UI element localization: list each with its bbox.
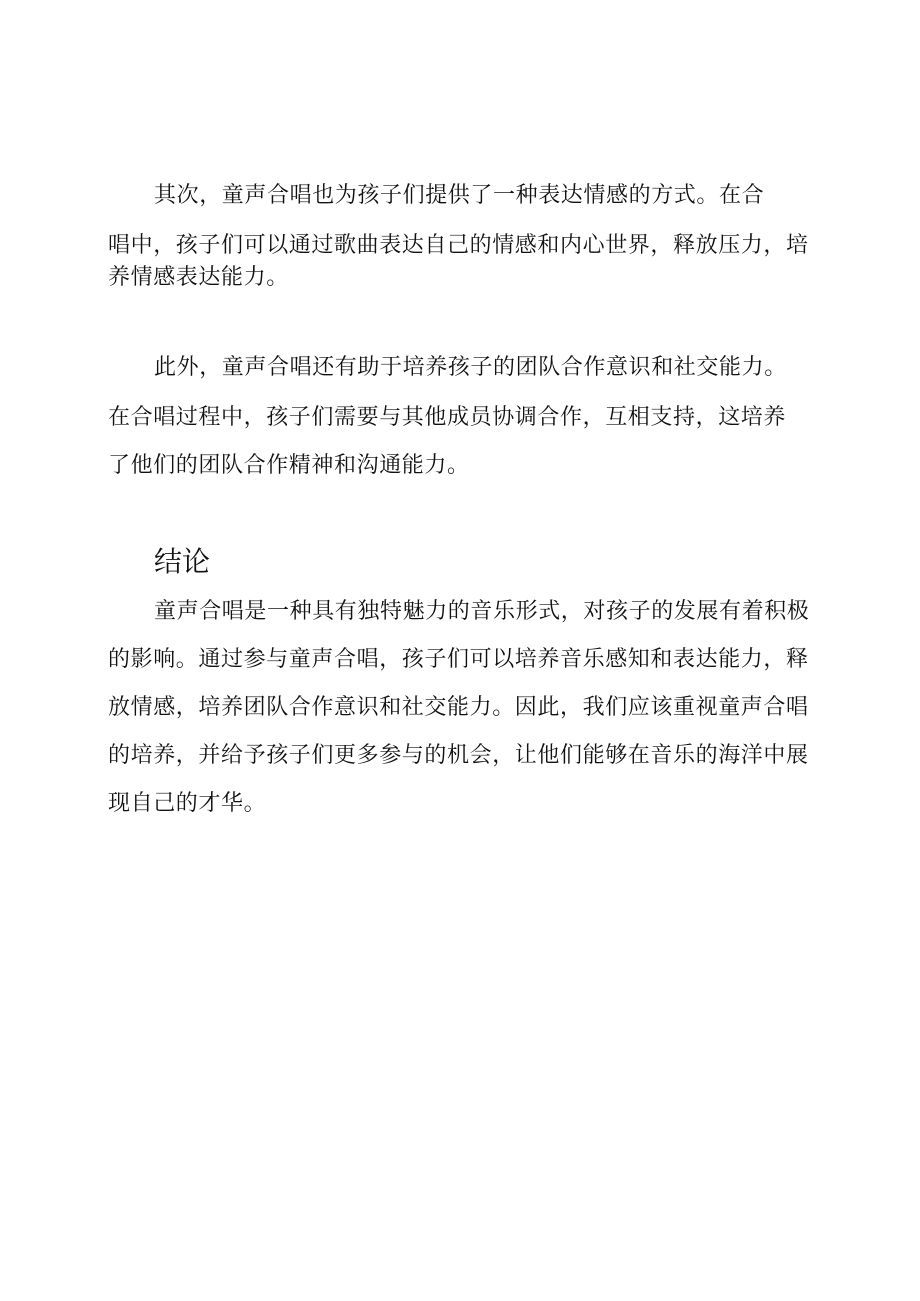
conclusion-line-2: 的影响。通过参与童声合唱，孩子们可以培养音乐感知和表达能力，释 (108, 647, 809, 672)
paragraph-1-line-3: 养情感表达能力。 (108, 265, 289, 290)
paragraph-1-line-2: 唱中，孩子们可以通过歌曲表达自己的情感和内心世界，释放压力，培 (108, 233, 809, 258)
paragraph-2-line-2: 在合唱过程中，孩子们需要与其他成员协调合作，互相支持，这培养 (108, 405, 787, 430)
paragraph-2-line-1: 此外，童声合唱还有助于培养孩子的团队合作意识和社交能力。 (154, 355, 787, 380)
conclusion-line-5: 现自己的才华。 (108, 791, 267, 816)
conclusion-line-3: 放情感，培养团队合作意识和社交能力。因此，我们应该重视童声合唱 (108, 695, 809, 720)
paragraph-1-line-1: 其次，童声合唱也为孩子们提供了一种表达情感的方式。在合 (154, 183, 765, 208)
paragraph-2-line-3: 了他们的团队合作精神和沟通能力。 (108, 453, 470, 478)
conclusion-heading: 结论 (154, 545, 211, 578)
conclusion-line-1: 童声合唱是一种具有独特魅力的音乐形式，对孩子的发展有着积极 (154, 599, 810, 624)
conclusion-line-4: 的培养，并给予孩子们更多参与的机会，让他们能够在音乐的海洋中展 (108, 743, 809, 768)
